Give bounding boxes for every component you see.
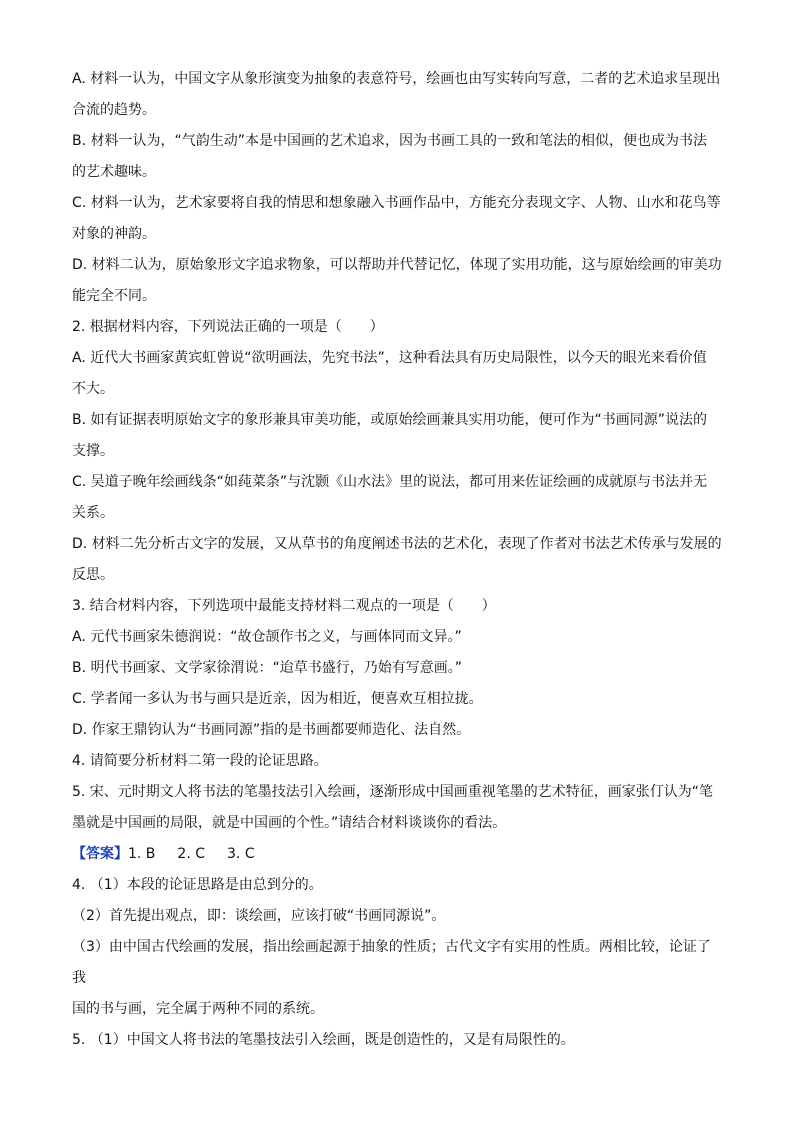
option-b-q2-line-1: B. 如有证据表明原始文字的象形兼具审美功能，或原始绘画兼具实用功能，便可作为“书画同源”说法的 [72, 412, 708, 428]
option-c-q2-line-2: 关系。 [72, 505, 114, 521]
option-c-q1-line-2: 对象的神韵。 [72, 226, 156, 242]
answer-tag: 【答案】 [72, 846, 128, 862]
option-d-q2-line-2: 反思。 [72, 567, 114, 583]
answer-5-point-1: 5. （1）中国文人将书法的笔墨技法引入绘画，既是创造性的，又是有局限性的。 [72, 1032, 575, 1048]
answer-4-point-1: 4. （1）本段的论证思路是由总到分的。 [72, 877, 323, 893]
question-5-stem-line-1: 5. 宋、元时期文人将书法的笔墨技法引入绘画，逐渐形成中国画重视笔墨的艺术特征，画家张仃认为“笔 [72, 784, 714, 800]
answer-4-point-2: （2）首先提出观点，即：谈绘画，应该打破“书画同源说”。 [72, 908, 446, 924]
option-d-q2-line-1: D. 材料二先分析古文字的发展，又从草书的角度阐述书法的艺术化，表现了作者对书法艺术传承与发展的 [72, 536, 722, 552]
question-5-stem-line-2: 墨就是中国画的局限，就是中国画的个性。”请结合材料谈谈你的看法。 [72, 815, 507, 831]
answer-4-point-3-line-1: （3）由中国古代绘画的发展，指出绘画起源于抽象的性质；古代文字有实用的性质。两相比较，论证了我 [72, 939, 711, 986]
option-b-q1-line-1: B. 材料一认为，“气韵生动”本是中国画的艺术追求，因为书画工具的一致和笔法的相似，便也成为书法 [72, 133, 708, 149]
option-a-q3: A. 元代书画家朱德润说：“故仓颉作书之义，与画体同而文异。” [72, 629, 462, 645]
option-d-q1-line-2: 能完全不同。 [72, 288, 156, 304]
option-a-q2-line-1: A. 近代大书画家黄宾虹曾说“欲明画法，先究书法”，这种看法具有历史局限性，以今天的眼光来看价值 [72, 350, 707, 366]
document-page [72, 64, 724, 1056]
question-3-stem: 3. 结合材料内容，下列选项中最能支持材料二观点的一项是（ ） [72, 598, 496, 614]
answer-3: 3. C [227, 846, 255, 862]
option-b-q2-line-2: 支撑。 [72, 443, 114, 459]
question-2-stem: 2. 根据材料内容，下列说法正确的一项是（ ） [72, 319, 384, 335]
option-d-q1-line-1: D. 材料二认为，原始象形文字追求物象，可以帮助并代替记忆，体现了实用功能，这与原始绘画的审美功 [72, 257, 722, 273]
option-c-q2-line-1: C. 吴道子晚年绘画线条“如莼菜条”与沈颢《山水法》里的说法，都可用来佐证绘画的成就原与书法并无 [72, 474, 708, 490]
option-a-q1-line-2: 合流的趋势。 [72, 102, 156, 118]
option-c-q3: C. 学者闻一多认为书与画只是近亲，因为相近，便喜欢互相拉拢。 [72, 691, 483, 707]
question-4-stem: 4. 请简要分析材料二第一段的论证思路。 [72, 753, 328, 769]
option-a-q2-line-2: 不大。 [72, 381, 114, 397]
answer-1: 1. B [128, 846, 156, 862]
option-b-q1-line-2: 的艺术趣味。 [72, 164, 156, 180]
answer-2: 2. C [177, 846, 206, 862]
answer-key-line [72, 839, 724, 870]
option-b-q3: B. 明代书画家、文学家徐渭说：“迨草书盛行，乃始有写意画。” [72, 660, 463, 676]
option-a-q1-line-1: A. 材料一认为，中国文字从象形演变为抽象的表意符号，绘画也由写实转向写意，二者的艺术追求呈现出 [72, 71, 721, 87]
answer-4-point-3-line-2: 国的书与画，完全属于两种不同的系统。 [72, 1001, 324, 1017]
option-d-q3: D. 作家王鼎钧认为“书画同源”指的是书画都要师造化、法自然。 [72, 722, 471, 738]
option-c-q1-line-1: C. 材料一认为，艺术家要将自我的情思和想象融入书画作品中，方能充分表现文字、人物、山水和花鸟等 [72, 195, 721, 211]
